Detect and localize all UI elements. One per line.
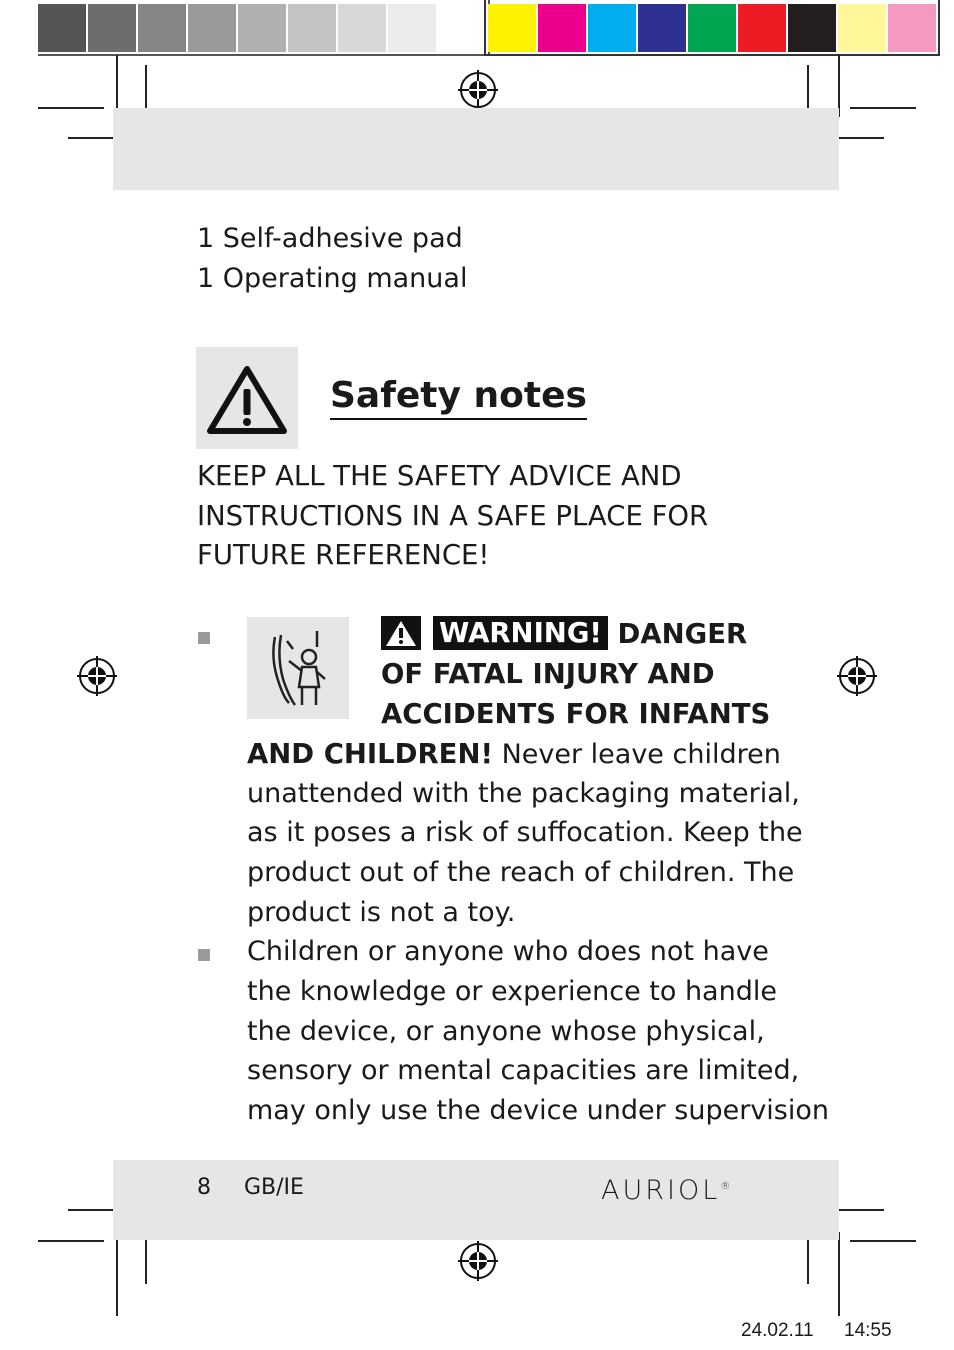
registered-mark: ® — [720, 1181, 731, 1192]
warning-body-line: unattended with the packaging material, — [247, 778, 800, 809]
locale-label: GB/IE — [244, 1175, 304, 1200]
color-swatch — [438, 4, 486, 52]
item2-line: may only use the device under supervision — [247, 1095, 830, 1126]
crop-mark — [850, 1240, 916, 1242]
color-swatch — [488, 4, 536, 52]
crop-mark — [38, 107, 104, 109]
registration-mark-icon — [75, 654, 119, 698]
crop-mark — [38, 1240, 104, 1242]
warning-tri-icon — [381, 616, 421, 650]
warning-heading — [381, 614, 747, 654]
color-swatch — [338, 4, 386, 52]
section-title: Safety notes — [330, 374, 587, 420]
warning-heading-line: OF FATAL INJURY AND — [381, 658, 715, 690]
color-swatch — [538, 4, 586, 52]
print-time: 14:55 — [844, 1320, 892, 1341]
warning-heading-line: ACCIDENTS FOR INFANTS — [381, 698, 771, 730]
warning-body-line: product out of the reach of children. The — [247, 857, 795, 888]
warning-heading-end: AND CHILDREN! — [247, 738, 493, 770]
color-bar — [484, 0, 940, 56]
color-swatch — [788, 4, 836, 52]
header-band — [113, 108, 839, 190]
color-swatch — [188, 4, 236, 52]
item2-line: the device, or anyone whose physical, — [247, 1016, 765, 1047]
print-date: 24.02.11 — [741, 1320, 814, 1341]
advice-line: FUTURE REFERENCE! — [197, 539, 490, 571]
color-swatch — [138, 4, 186, 52]
color-swatch — [88, 4, 136, 52]
contents-item: 1 Operating manual — [197, 263, 468, 294]
registration-mark-icon — [456, 68, 500, 112]
bullet-marker — [198, 632, 210, 644]
warning-body-line: as it poses a risk of suffocation. Keep the — [247, 817, 803, 848]
color-swatch — [388, 4, 436, 52]
advice-line: INSTRUCTIONS IN A SAFE PLACE FOR — [197, 500, 709, 532]
color-swatch — [888, 4, 936, 52]
color-swatch — [38, 4, 86, 52]
grayscale-bar — [38, 0, 490, 56]
crop-mark — [838, 1232, 840, 1316]
warning-body-line — [247, 734, 781, 775]
crop-mark — [116, 1232, 118, 1316]
color-swatch — [238, 4, 286, 52]
contents-item: 1 Self-adhesive pad — [197, 223, 463, 254]
brand-name: AURIOL — [601, 1175, 721, 1206]
advice-line: KEEP ALL THE SAFETY ADVICE AND — [197, 460, 682, 492]
color-swatch — [638, 4, 686, 52]
warning-triangle-icon — [196, 347, 298, 449]
brand-logo — [601, 1170, 730, 1208]
registration-mark-icon — [456, 1239, 500, 1283]
color-swatch — [288, 4, 336, 52]
color-swatch — [838, 4, 886, 52]
child-packaging-icon — [247, 617, 349, 719]
item2-line: the knowledge or experience to handle — [247, 976, 777, 1007]
warning-heading-text: DANGER — [617, 618, 748, 650]
color-swatch — [588, 4, 636, 52]
warning-body-start: Never leave children — [493, 739, 781, 770]
warning-tag: WARNING! — [433, 616, 608, 650]
color-swatch — [688, 4, 736, 52]
page-number: 8 — [197, 1175, 211, 1200]
warning-body-line: product is not a toy. — [247, 897, 516, 928]
item2-line: sensory or mental capacities are limited, — [247, 1055, 800, 1086]
bullet-marker — [198, 949, 210, 961]
crop-mark — [68, 137, 116, 139]
item2-line: Children or anyone who does not have — [247, 936, 769, 967]
color-swatch — [738, 4, 786, 52]
crop-mark — [850, 107, 916, 109]
registration-mark-icon — [835, 654, 879, 698]
